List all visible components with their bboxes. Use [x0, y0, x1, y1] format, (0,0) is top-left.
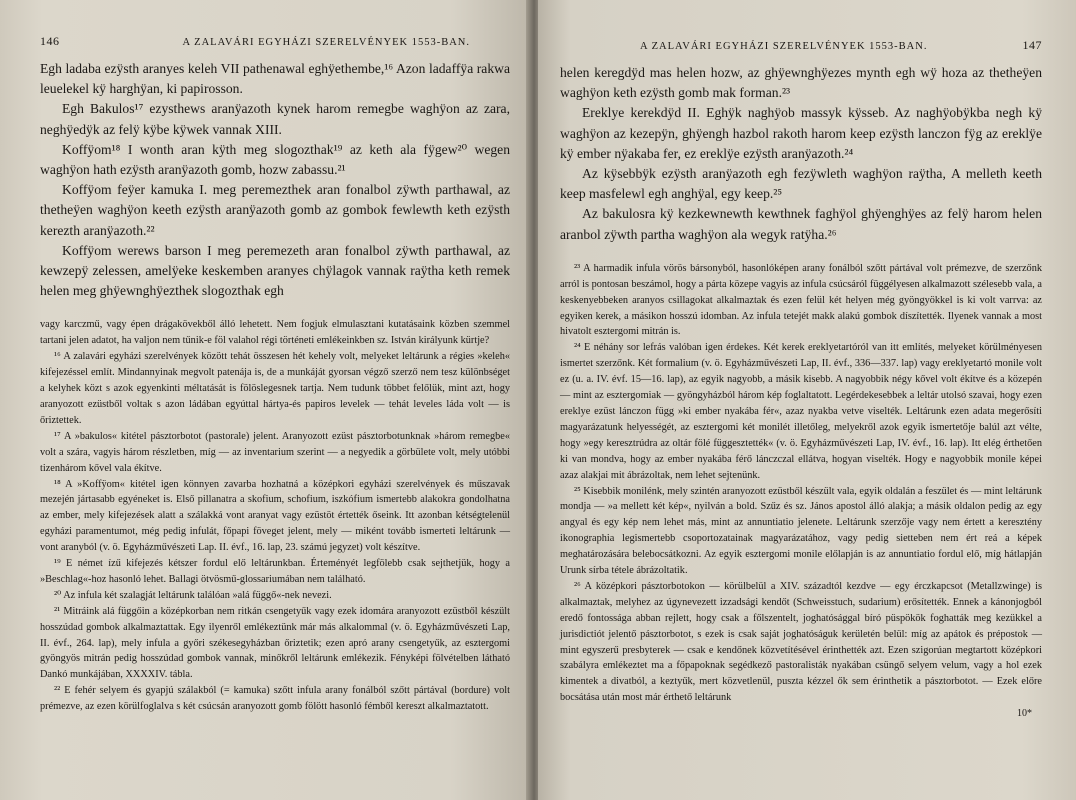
footnote: ¹⁷ A »bakulos« kitétel pásztorbotot (pastorale) jelent. Aranyozott ezüst pásztorbotunknak »három remegbe« volt a szára, vagyis három részletben, míg — az inventarium szerint — a negyedik a görbülete volt, mely utóbbi tizenhárom kővel vala ékítve. [40, 430, 510, 474]
footnotes-left [40, 317, 510, 715]
signature-mark: 10* [1017, 708, 1032, 720]
left-page [0, 0, 530, 800]
footnote: ¹⁸ A »Koffÿom« kitétel igen könnyen zavarba hozhatná a középkori egyházi szerelvények és műszavak mezején jártasabb egyéneket is. Első pillanatra a skofium, schofium, iszkófium ismertebb alakokra gondolhatna az ember, mely kifejezések alatt a szálakká vont aranyat vagy ezüstöt értették őseink. Itt azonban kétségtelenül egyházi paramentumot, még pedig infulát, főpapi föveget jelent, mely — miként tovább ismerteti leltárunk — vont aranyból (v. ö. Egyházművészeti Lap. II. évf., 16. lap, 23. számú jegyzet) volt készítve. [40, 478, 510, 554]
footnote: ²¹ Mitráink alá függőin a középkorban nem ritkán csengetyűk vagy ezek idomára aranyozott ezüstből készült hosszúdad gombok alkalmaztattak. Egy ilyenről emlékeztünk már más alkalommal (v. ö. Egyházművészeti Lap, II. évf., 264. lap), mely infula a győri székesegyházban őriztetik; ezen apró arany csengetyűk, az esztergomi gyöngyös mitrán pedig hosszúdad gombok vannak, minőkről leltárunk emlékezik. Fényképi fölvételben látható Dankó munkájában, XXXXIV. tábla. [40, 605, 510, 681]
paragraph: Ereklye kerekdÿd II. Eghÿk naghÿob massyk kÿsseb. Az naghÿobÿkba negh kÿ waghÿon az kezepÿn, ghÿengh hazbol rakoth harom keep ezÿsth lanczon fÿg az ereklÿe kÿ ember nÿakaba fer, ez ereklÿe ezÿsth aranÿazoth.²⁴ [560, 105, 1042, 161]
page-number-left: 146 [40, 34, 60, 48]
paragraph: Koffÿom¹⁸ I wonth aran kÿth meg slogozthak¹⁹ az keth ala fÿgew²⁰ wegen waghÿon hath ezÿsth aranÿazoth gomb, hozw zabassu.²¹ [40, 141, 510, 178]
main-text-right [560, 63, 1042, 245]
page-number-right: 147 [1022, 38, 1042, 52]
footnote: ¹⁹ E német ízű kifejezés kétszer fordul elő leltárunkban. Érteményét legfölebb csak sejthetjük, hogy a »Beschlag«-hoz hasonló lehet. Ballagi ötvösmű-glossariumában nem található. [40, 558, 510, 585]
right-page [538, 0, 1076, 800]
running-head-left [40, 34, 510, 49]
footnote: ²⁰ Az infula két szalagját leltárunk találóan »alá függő«-nek nevezi. [54, 589, 332, 601]
footnote: ²⁵ Kisebbik monilénk, mely szintén aranyozott ezüstből készült vala, egyik oldalán a feszület és — mint leltárunk mondja — »a mellett két kép«, nyilván a bold. Szűz és sz. János apostol álló alakja; a másik oldalon pedig az egy angyal és egy kép nem lehet más, mint az annuntiatio jelenete. Leltárunk szerzője vagy nem értett a keresztény ikonographia legismertebb csoportozatainak magyarázatához, vagy pedig sietteben nem ért reá a képek meghatározására belebocsátkozni. Az egyik esztergomi monile előlapján is az annuntiatio fordul elő, míg hátlapján Urunk sírba tétele ábrázoltatik. [560, 485, 1042, 577]
main-text-left [40, 59, 510, 301]
running-title-left: A ZALAVÁRI EGYHÁZI SZERELVÉNYEK 1553-BAN. [182, 37, 470, 48]
paragraph: Egh Bakulos¹⁷ ezysthews aranÿazoth kynek harom remegbe waghÿon az zara, neghÿedÿk az felÿ kÿbe kÿwek vannak XIII. [40, 101, 510, 137]
footnote: ²⁶ A középkori pásztorbotokon — körülbelül a XIV. századtól kezdve — egy érczkapcsot (Metallzwinge) is alkalmaztak, melyhez az úgynevezett izzadsági kendőt (Schweisstuch, sudarium) erősítették. Ennek a kánonjogból eredő fontossága abban rejlett, hogy csak a főlszentelt, joghatósággal bíró püspökök foghatták meg kezükkel a jurisdictiót jelentő pásztorbotot, s ezek is csak saját joghatóságuk kerületén belül: míg az apátok és prépostok — mint egyszerű presbyterek — csak e kendőnek közvetítésével érinthették azt. Ezen szigorúan megtartott középkori szabályra emlékeztet ma a főpapoknak segédkező pastoralisták nyakában csüngő selyem velum, vagy a hol ezek kimentek a divatból, a keztyűk, mert közvetlenül, puszta kézzel ők sem érinthetik a pásztorbotot. — Ezek előre bocsátása után most már érthető leltárunk [560, 580, 1042, 704]
footnote: ²³ A harmadik infula vörös bársonyból, hasonlóképen arany fonálból szőtt pártával volt prémezve, de szerzőnk arról is pontosan beszámol, hogy a párta közepe vagyis az infula csúcsáról függélyesen alkalmazott szélesebb vala, a keskenyebbeken aranyos csillagokat alkalmaztak és ezen felül két helyen még gyöngyökkel is ki volt varrva: az egyiken kerek, a másikon hosszú idomban. Az infula tetejét makk alakú gombok díszítették. Ilyenek vannak a most hivatolt esztergomi mitrán is. [560, 262, 1042, 338]
footnotes-right [560, 261, 1042, 706]
footnote: vagy karczmű, vagy épen drágakövekből álló lehetett. Nem fogjuk elmulasztani kutatásaink közben szemmel tartani jelen adatot, ha valjon nem tűnik-e föl valahol régi történeti emlékeinkben sz. István királyunk kürtje? [40, 319, 510, 347]
paragraph: Az kÿsebbÿk ezÿsth aranÿazoth egh fezÿwleth waghÿon raÿtha, A melleth keeth keep masfelewl egh anghÿal, egy keep.²⁵ [560, 166, 1042, 202]
paragraph: Koffÿom werews barson I meg peremezeth aran fonalbol zÿwth parthawal, az kewzepÿ zelessen, amelÿeke keskemben aranyes chÿlagok vannak raÿtha keth remek helen meg ghÿewnghÿezthek slogozthak egh [40, 242, 510, 299]
running-head-right [560, 38, 1042, 53]
footnote: ¹⁶ A zalavári egyházi szerelvények között tehát összesen hét kehely volt, melyeket leltárunk a régies »keleh« kifejezéssel említ. Mindannyinak megvolt patenája is, de a munkáját gyorsan végző szerző nem tesz különbséget a kelyhek közt s azok egyenkinti méltatását is fölöslegesnek tartja. Nem tudunk többet felőlük, mint azt, hogy aranyozott ezüstből voltak s azon ládában egyúttal hártya-és papiros levelek — tehát leveles láda volt — is őriztettek. [40, 351, 510, 426]
paragraph: Az bakulosra kÿ kezkewnewth kewthnek faghÿol ghÿenghÿes az felÿ harom helen aranbol zÿwth partha waghÿon ala wegyk ratÿha.²⁶ [560, 206, 1042, 242]
footnote: ²⁴ E néhány sor lefrás valóban igen érdekes. Két kerek ereklyetartóról van itt említés, melyeket körülményesen ismertet szerzőnk. Két formalium (v. ö. Egyházművészeti Lap, II. évf., 336—337. lap) vagy ereklyetartó monile volt ez (u. a. IV. évf. 15—16. lap), az egyik nagyobb, a másik kisebb. A nagyobbik négy kővel volt ékítve és a közepén — mint az esztergomiak — gyöngyházból három kép foglaltatott. Legérdekesebbek a leltár utolsó szavai, hogy ezen ereklye ezüst lánczon függ »ki ember nyakába fér«, azaz nyakba vetve viselték. Leltárunk ezen adata megerősíti magyarázatunk helyességét, az esztergomi két monilét illetőleg, melyekről azok egyik ismertetője balúl azt vélte, hogy »egy keresztrúdra az oltár fölé függesztették« (v. ö. Egyházművészeti Lap, IV. évf., 16. lap). Itt elég érthetően ki van mondva, hogy az ember nyakába férő lánczczal ellátva, hogyan viselték. Hogy e nagyobbik monile képei azaz alakjai mit ábrázoltak, nem lehet sejtenünk. [560, 342, 1042, 481]
paragraph: helen keregdÿd mas helen hozw, az ghÿewnghÿezes mynth egh wÿ hoza az thetheÿen waghÿon keth ezÿsth gomb mak forman.²³ [560, 65, 1042, 101]
running-title-right: A ZALAVÁRI EGYHÁZI SZERELVÉNYEK 1553-BAN. [640, 41, 928, 52]
paragraph: Egh ladaba ezÿsth aranyes keleh VII pathenawal eghÿethembe,¹⁶ Azon ladaffÿa rakwa leuelekel kÿ harghÿan, ki papirosson. [40, 61, 510, 97]
footnote: ²² E fehér selyem és gyapjú szálakból (= kamuka) szőtt infula arany fonálból szőtt pártával (bordure) volt prémezve, az ezen körülfoglalva s két csúcsán aranyozott gomb fölött hasonló fémből kereszt alkalmaztatott. [40, 685, 510, 713]
paragraph: Koffÿom feÿer kamuka I. meg peremezthek aran fonalbol zÿwth parthawal, az thetheÿen waghÿon keeth ezÿsth aranÿazoth gomb az gombok fewlewth keth ezÿsth kerezth aranÿazoth.²² [40, 182, 510, 238]
